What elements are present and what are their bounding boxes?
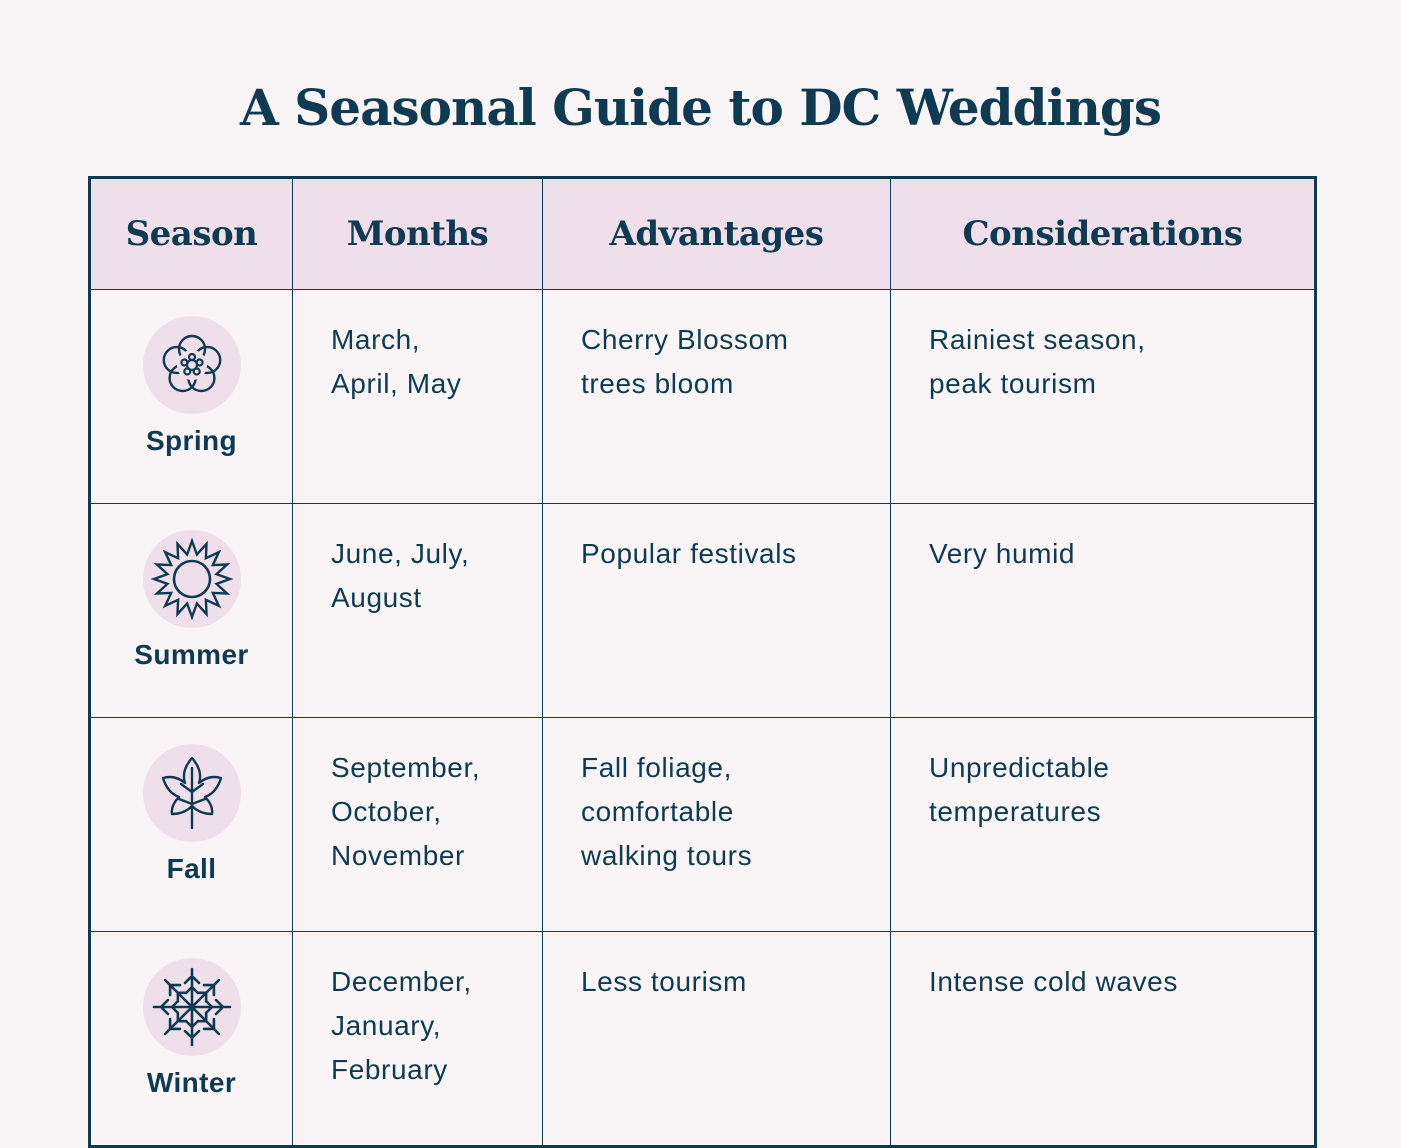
leaf-icon	[143, 744, 241, 842]
header-considerations: Considerations	[891, 178, 1316, 290]
snowflake-icon	[143, 958, 241, 1056]
header-season: Season	[90, 178, 293, 290]
months-cell	[293, 932, 543, 1147]
table-header-row	[90, 178, 1316, 290]
icon-circle	[143, 316, 241, 414]
considerations-cell	[891, 290, 1316, 504]
page-title: A Seasonal Guide to DC Weddings	[239, 78, 1162, 137]
advantages-cell	[543, 290, 891, 504]
icon-circle	[143, 744, 241, 842]
season-cell	[90, 718, 293, 932]
advantages-line: Fall foliage,	[581, 752, 732, 783]
months-line: March,	[331, 324, 421, 355]
considerations-line: Unpredictable	[929, 752, 1110, 783]
season-cell	[90, 504, 293, 718]
advantages-line: Less tourism	[581, 966, 747, 997]
advantages-line: comfortable	[581, 796, 734, 827]
considerations-cell	[891, 504, 1316, 718]
season-cell	[90, 932, 293, 1147]
considerations-line: Very humid	[929, 538, 1076, 569]
months-line: September,	[331, 752, 481, 783]
months-line: December,	[331, 966, 472, 997]
table-row	[90, 504, 1316, 718]
months-line: November	[331, 840, 465, 871]
considerations-line: temperatures	[929, 796, 1102, 827]
season-cell	[90, 290, 293, 504]
header-advantages: Advantages	[543, 178, 891, 290]
considerations-line: peak tourism	[929, 368, 1097, 399]
advantages-line: Popular festivals	[581, 538, 797, 569]
months-line: August	[331, 582, 422, 613]
seasonal-guide-table	[88, 176, 1317, 1148]
icon-circle	[143, 530, 241, 628]
months-line: June, July,	[331, 538, 470, 569]
flower-icon	[143, 316, 241, 414]
season-name: Winter	[146, 1067, 237, 1098]
season-name: Spring	[145, 425, 238, 456]
considerations-line: Rainiest season,	[929, 324, 1146, 355]
table-row	[90, 290, 1316, 504]
advantages-line: walking tours	[581, 840, 753, 871]
months-line: April, May	[331, 368, 462, 399]
icon-circle	[143, 958, 241, 1056]
months-cell	[293, 504, 543, 718]
season-name: Summer	[134, 639, 249, 670]
advantages-cell	[543, 504, 891, 718]
table-row	[90, 932, 1316, 1147]
months-line: January,	[331, 1010, 442, 1041]
advantages-cell	[543, 718, 891, 932]
sun-icon	[143, 530, 241, 628]
months-line: February	[331, 1054, 448, 1085]
season-name: Fall	[166, 853, 217, 884]
months-line: October,	[331, 796, 442, 827]
table-row	[90, 718, 1316, 932]
considerations-cell	[891, 718, 1316, 932]
months-cell	[293, 290, 543, 504]
months-cell	[293, 718, 543, 932]
advantages-line: trees bloom	[581, 368, 734, 399]
advantages-cell	[543, 932, 891, 1147]
header-months: Months	[293, 178, 543, 290]
considerations-line: Intense cold waves	[929, 966, 1178, 997]
considerations-cell	[891, 932, 1316, 1147]
advantages-line: Cherry Blossom	[581, 324, 789, 355]
